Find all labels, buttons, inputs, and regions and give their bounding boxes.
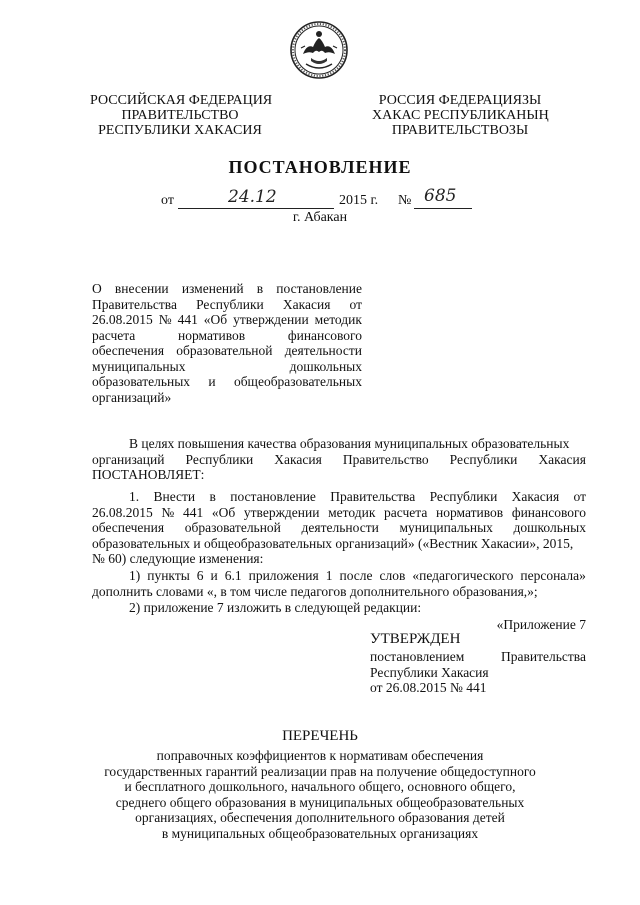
header-left-line: ПРАВИТЕЛЬСТВО (121, 108, 239, 123)
header-right-line: ПРАВИТЕЛЬСТВОЗЫ (391, 123, 529, 138)
word: обеспечения (92, 520, 165, 535)
word: Хакасия (511, 489, 560, 504)
list-subtitle-line: среднего общего образования в муниципальных общеобразовательных (115, 794, 525, 810)
word: Правительства (330, 489, 416, 504)
intro-line: ПОСТАНОВЛЯЕТ: (92, 467, 205, 482)
word: Правительство (342, 451, 429, 467)
word: Правительства (501, 649, 586, 664)
subject-line (92, 312, 362, 328)
date-number-line (0, 186, 640, 211)
word: Хакасия (274, 451, 322, 467)
list-subtitle-line: государственных гарантий реализации прав на получение общедоступного (104, 763, 536, 779)
subject-line (92, 374, 362, 390)
approved-line (370, 649, 586, 665)
word: нормативов (436, 504, 504, 520)
word: финансового (287, 327, 362, 343)
header-left-block (90, 93, 273, 138)
word: постановление (276, 281, 362, 296)
word: после (339, 568, 373, 583)
header-right-line: РОССИЯ ФЕДЕРАЦИЯЗЫ (378, 93, 542, 108)
word: и (208, 374, 216, 389)
word: 441 (182, 504, 204, 520)
word: Республики (449, 451, 518, 467)
word: Хакасия (282, 296, 331, 312)
intro-line (92, 452, 586, 468)
document-title: ПОСТАНОВЛЕНИЕ (228, 157, 412, 177)
number-underline (414, 208, 472, 209)
item-1-line (92, 520, 586, 536)
intro-line: В целях повышения качества образования муниципальных образовательных (129, 436, 570, 451)
word: постановлением (370, 649, 465, 664)
item-1-line: № 60) следующие изменения: (92, 551, 264, 566)
word: расчета (92, 327, 136, 343)
word: 1) (129, 568, 141, 583)
item-1-1-paragraph (92, 568, 586, 599)
handwritten-number: 685 (424, 186, 457, 206)
list-subtitle-line: поправочных коэффициентов к нормативам обеспечения (156, 748, 484, 763)
word: муниципальных (92, 358, 186, 374)
subject-line (92, 328, 362, 344)
year-label: 2015 г. (339, 193, 379, 208)
subject-line (92, 297, 362, 313)
list-subtitle-line: организациях, обеспечения дополнительного образования детей (135, 810, 505, 825)
word: в (209, 489, 216, 504)
word: «Об (203, 312, 228, 327)
city-label: г. Абакан (292, 210, 348, 225)
word: «Об (211, 504, 236, 520)
item-1-paragraph (92, 489, 586, 567)
approved-line: Республики Хакасия (370, 664, 489, 680)
word: методик (314, 312, 362, 327)
word: образовательной (184, 520, 281, 535)
word: Внести (153, 489, 196, 504)
list-title: ПЕРЕЧЕНЬ (282, 728, 358, 744)
word: от (573, 489, 586, 504)
word: № (158, 312, 172, 327)
number-label: № (398, 193, 412, 208)
word: 441 (177, 312, 198, 327)
item-1-1-line: дополнить словами «, в том числе педагогов дополнительного образования,»; (92, 583, 538, 599)
word: муниципальных (399, 520, 493, 535)
word: и (210, 568, 218, 583)
word: «педагогического (412, 568, 514, 583)
word: дошкольных (289, 358, 362, 374)
item-1-2-paragraph (92, 600, 586, 616)
word: Республики (185, 451, 254, 467)
word: постановление (230, 489, 316, 504)
subject-block (92, 281, 362, 405)
subject-line (92, 281, 362, 297)
word: нормативов (178, 327, 246, 343)
word: 6 (196, 568, 204, 583)
header-right-line: ХАКАС РЕСПУБЛИКАНЫҢ (372, 108, 549, 123)
word: Правительства (92, 296, 177, 312)
date-underline (178, 208, 334, 209)
subject-line (92, 343, 362, 359)
subject-line: организаций» (92, 389, 172, 405)
word: дошкольных (513, 520, 586, 535)
word: финансового (511, 504, 586, 520)
word: Республики (429, 489, 498, 504)
appendix-label: «Приложение 7 (496, 617, 586, 632)
word: деятельности (284, 343, 362, 358)
list-subtitle-line: в муниципальных общеобразовательных организациях (161, 825, 479, 841)
word: Хакасия (538, 451, 586, 467)
word: О (92, 281, 102, 296)
date-from-label: от (161, 193, 174, 208)
word: методик (328, 504, 376, 520)
word: приложения (248, 568, 319, 583)
word: Республики (196, 296, 264, 312)
word: пункты (147, 568, 190, 583)
handwritten-date: 24.12 (228, 187, 277, 207)
list-subtitle (0, 748, 640, 841)
header-left-line: РОССИЙСКАЯ ФЕДЕРАЦИЯ (90, 93, 273, 108)
republic-emblem-icon (289, 20, 349, 80)
subject-line (92, 359, 362, 375)
word: образовательных (92, 374, 191, 389)
word: утверждении (243, 504, 320, 520)
word: № (161, 504, 175, 520)
word: 26.08.2015 (92, 312, 153, 327)
word: утверждении (233, 312, 309, 327)
word: слов (379, 568, 406, 583)
item-1-line (92, 489, 586, 505)
word: расчета (384, 504, 428, 520)
word: 26.08.2015 (92, 504, 153, 520)
approved-block (370, 632, 586, 696)
approved-line: от 26.08.2015 № 441 (370, 680, 487, 695)
word: от (349, 296, 362, 312)
approved-title: УТВЕРЖДЕН (370, 631, 461, 647)
header-right-block (372, 93, 548, 138)
word: деятельности (301, 520, 379, 535)
item-1-1-line (92, 568, 586, 584)
item-1-2-line: 2) приложение 7 изложить в следующей редакции: (129, 600, 422, 615)
word: общеобразовательных (233, 374, 362, 389)
word: персонала» (520, 568, 586, 583)
item-1-line (92, 505, 586, 521)
word: в (256, 281, 264, 296)
word: 6.1 (224, 568, 242, 583)
word: 1. (129, 489, 140, 504)
word: внесении (114, 281, 169, 296)
word: организаций (92, 451, 165, 467)
word: изменений (181, 281, 244, 296)
list-subtitle-line: и бесплатного дошкольного, начального общего, основного общего, (124, 779, 516, 794)
item-1-line: образовательных и общеобразовательных организаций» («Вестник Хакасии», 2015, (92, 535, 574, 551)
intro-paragraph (92, 436, 586, 483)
word: обеспечения (92, 343, 165, 358)
word: образовательной (176, 343, 273, 358)
word: 1 (325, 568, 333, 583)
header-left-line: РЕСПУБЛИКИ ХАКАСИЯ (98, 123, 262, 138)
